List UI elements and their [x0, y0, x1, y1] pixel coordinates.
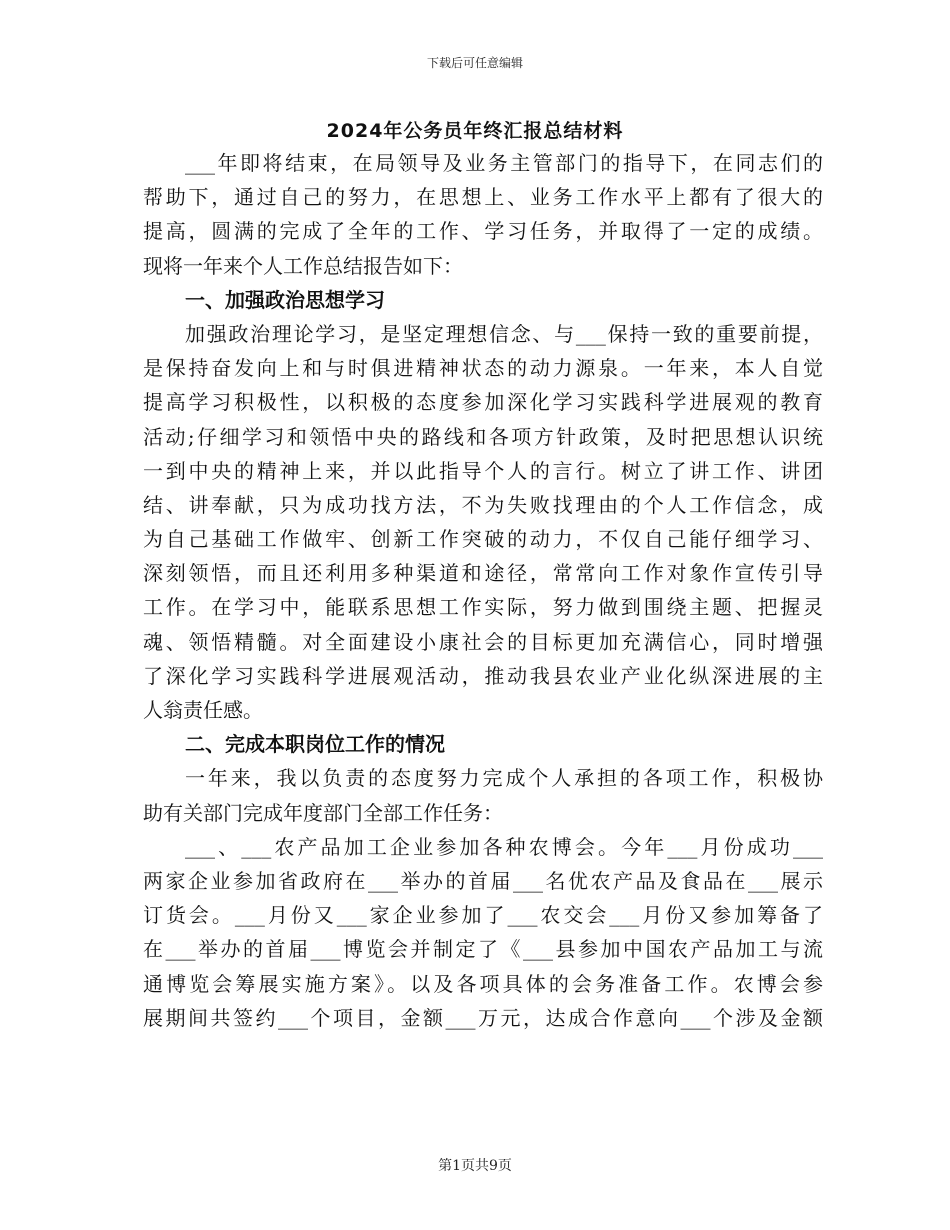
paragraph-line: 订货会。___月份又___家企业参加了___农交会___月份又参加筹备了	[143, 903, 823, 928]
page-number-footer: 第1页共9页	[438, 1158, 512, 1174]
paragraph-line: 一年来，我以负责的态度努力完成个人承担的各项工作，积极协	[185, 766, 823, 791]
paragraph-line: 结、讲奉献，只为成功找方法，不为失败找理由的个人工作信念，成	[143, 492, 823, 517]
paragraph-line: ___、___农产品加工企业参加各种农博会。今年___月份成功___	[185, 834, 823, 859]
paragraph-line: 提高学习积极性，以积极的态度参加深化学习实践科学进展观的教育	[143, 390, 823, 415]
paragraph-line: 活动;仔细学习和领悟中央的路线和各项方针政策，及时把思想认识统	[143, 424, 823, 449]
paragraph-line: 了深化学习实践科学进展观活动，推动我县农业产业化纵深进展的主	[143, 663, 823, 688]
header-note: 下载后可任意编辑	[426, 56, 523, 70]
paragraph-line: 提高，圆满的完成了全年的工作、学习任务，并取得了一定的成绩。	[143, 219, 823, 244]
paragraph-line: 展期间共签约___个项目，金额___万元，达成合作意向___个涉及金额	[143, 1005, 823, 1030]
paragraph-line: 人翁责任感。	[143, 698, 263, 722]
document-body	[143, 146, 823, 1035]
paragraph-line: 通博览会筹展实施方案》。以及各项具体的会务准备工作。农博会参	[143, 971, 823, 996]
section-heading-1: 一、加强政治思想学习	[185, 287, 385, 312]
section-heading-2: 二、完成本职岗位工作的情况	[185, 732, 445, 757]
document-title: 2024年公务员年终汇报总结材料	[326, 120, 624, 142]
paragraph-line: 在___举办的首届___博览会并制定了《___县参加中国农产品加工与流	[143, 937, 823, 962]
paragraph-line: 两家企业参加省政府在___举办的首届___名优农产品及食品在___展示	[143, 868, 823, 893]
paragraph-line: ___年即将结束，在局领导及业务主管部门的指导下，在同志们的	[185, 151, 823, 175]
paragraph-line: 现将一年来个人工作总结报告如下：	[143, 253, 463, 278]
paragraph-line: 帮助下，通过自己的努力，在思想上、业务工作水平上都有了很大的	[143, 185, 823, 210]
paragraph-line: 加强政治理论学习，是坚定理想信念、与___保持一致的重要前提，	[185, 321, 823, 346]
paragraph-line: 工作。在学习中，能联系思想工作实际，努力做到围绕主题、把握灵	[143, 595, 823, 620]
paragraph-line: 魂、领悟精髓。对全面建设小康社会的目标更加充满信心，同时增强	[143, 629, 823, 654]
paragraph-line: 深刻领悟，而且还利用多种渠道和途径，常常向工作对象作宣传引导	[143, 561, 823, 586]
paragraph-line: 是保持奋发向上和与时俱进精神状态的动力源泉。一年来，本人自觉	[143, 356, 823, 381]
paragraph-line: 助有关部门完成年度部门全部工作任务：	[143, 800, 503, 825]
paragraph-line: 一到中央的精神上来，并以此指导个人的言行。树立了讲工作、讲团	[143, 458, 823, 483]
paragraph-line: 为自己基础工作做牢、创新工作突破的动力，不仅自己能仔细学习、	[143, 527, 823, 552]
